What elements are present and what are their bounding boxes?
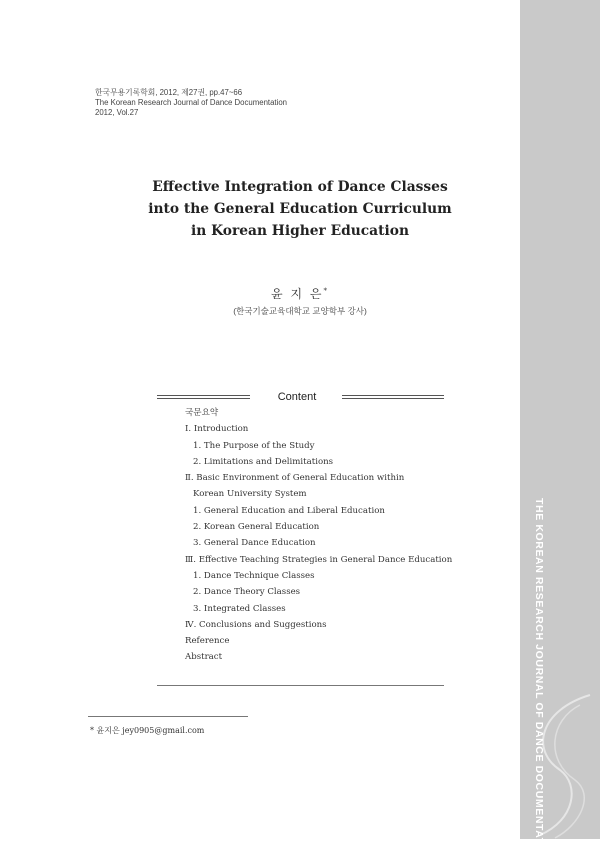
toc-item: Ⅳ. Conclusions and Suggestions <box>185 619 327 630</box>
footnote-rule <box>88 716 248 717</box>
content-rule-left <box>157 395 250 399</box>
footnote: * 윤지은 jey0905@gmail.com <box>90 726 205 735</box>
toc-item: 3. General Dance Education <box>193 538 316 549</box>
journal-info <box>95 88 287 118</box>
table-of-contents <box>185 405 452 666</box>
journal-info-korean: 한국무용기록학회, 2012, 제27권, pp.47~66 <box>95 88 243 97</box>
toc-item: 2. Dance Theory Classes <box>193 587 301 598</box>
author-affiliation: (한국기술교육대학교 교양학부 강사) <box>233 306 367 316</box>
toc-item: Reference <box>185 636 230 647</box>
paper-title <box>100 176 500 242</box>
toc-item: Ⅱ. Basic Environment of General Education within <box>185 473 405 484</box>
toc-item: 2. Korean General Education <box>193 522 320 533</box>
sidebar-decoration <box>520 690 600 839</box>
sidebar-journal-title: THE KOREAN RESEARCH JOURNAL OF DANCE DOCUMENTATION <box>533 498 545 865</box>
toc-item: 3. Integrated Classes <box>193 603 286 614</box>
journal-info-volume: 2012, Vol.27 <box>95 108 139 117</box>
author-name: 윤 지 은 <box>271 287 324 301</box>
toc-item: Ⅰ. Introduction <box>185 424 249 435</box>
toc-item: Ⅲ. Effective Teaching Strategies in General Dance Education <box>185 554 453 565</box>
toc-item: 1. Dance Technique Classes <box>193 570 315 581</box>
toc-item: 1. The Purpose of the Study <box>193 440 315 451</box>
toc-item: 국문요약 <box>185 408 219 418</box>
toc-item: 1. General Education and Liberal Education <box>193 505 385 516</box>
toc-item: 2. Limitations and Delimitations <box>193 456 334 467</box>
title-line-1: Effective Integration of Dance Classes <box>152 179 448 195</box>
title-line-3: in Korean Higher Education <box>191 223 409 239</box>
content-bottom-rule <box>157 685 444 686</box>
toc-item: Korean University System <box>193 489 307 500</box>
author-mark: * <box>323 287 329 295</box>
toc-item: Abstract <box>185 652 223 663</box>
content-rule-right <box>342 395 444 399</box>
title-line-2: into the General Education Curriculum <box>148 201 452 217</box>
content-heading: Content <box>277 391 317 403</box>
journal-info-english: The Korean Research Journal of Dance Documentation <box>95 98 287 107</box>
author <box>200 285 400 302</box>
